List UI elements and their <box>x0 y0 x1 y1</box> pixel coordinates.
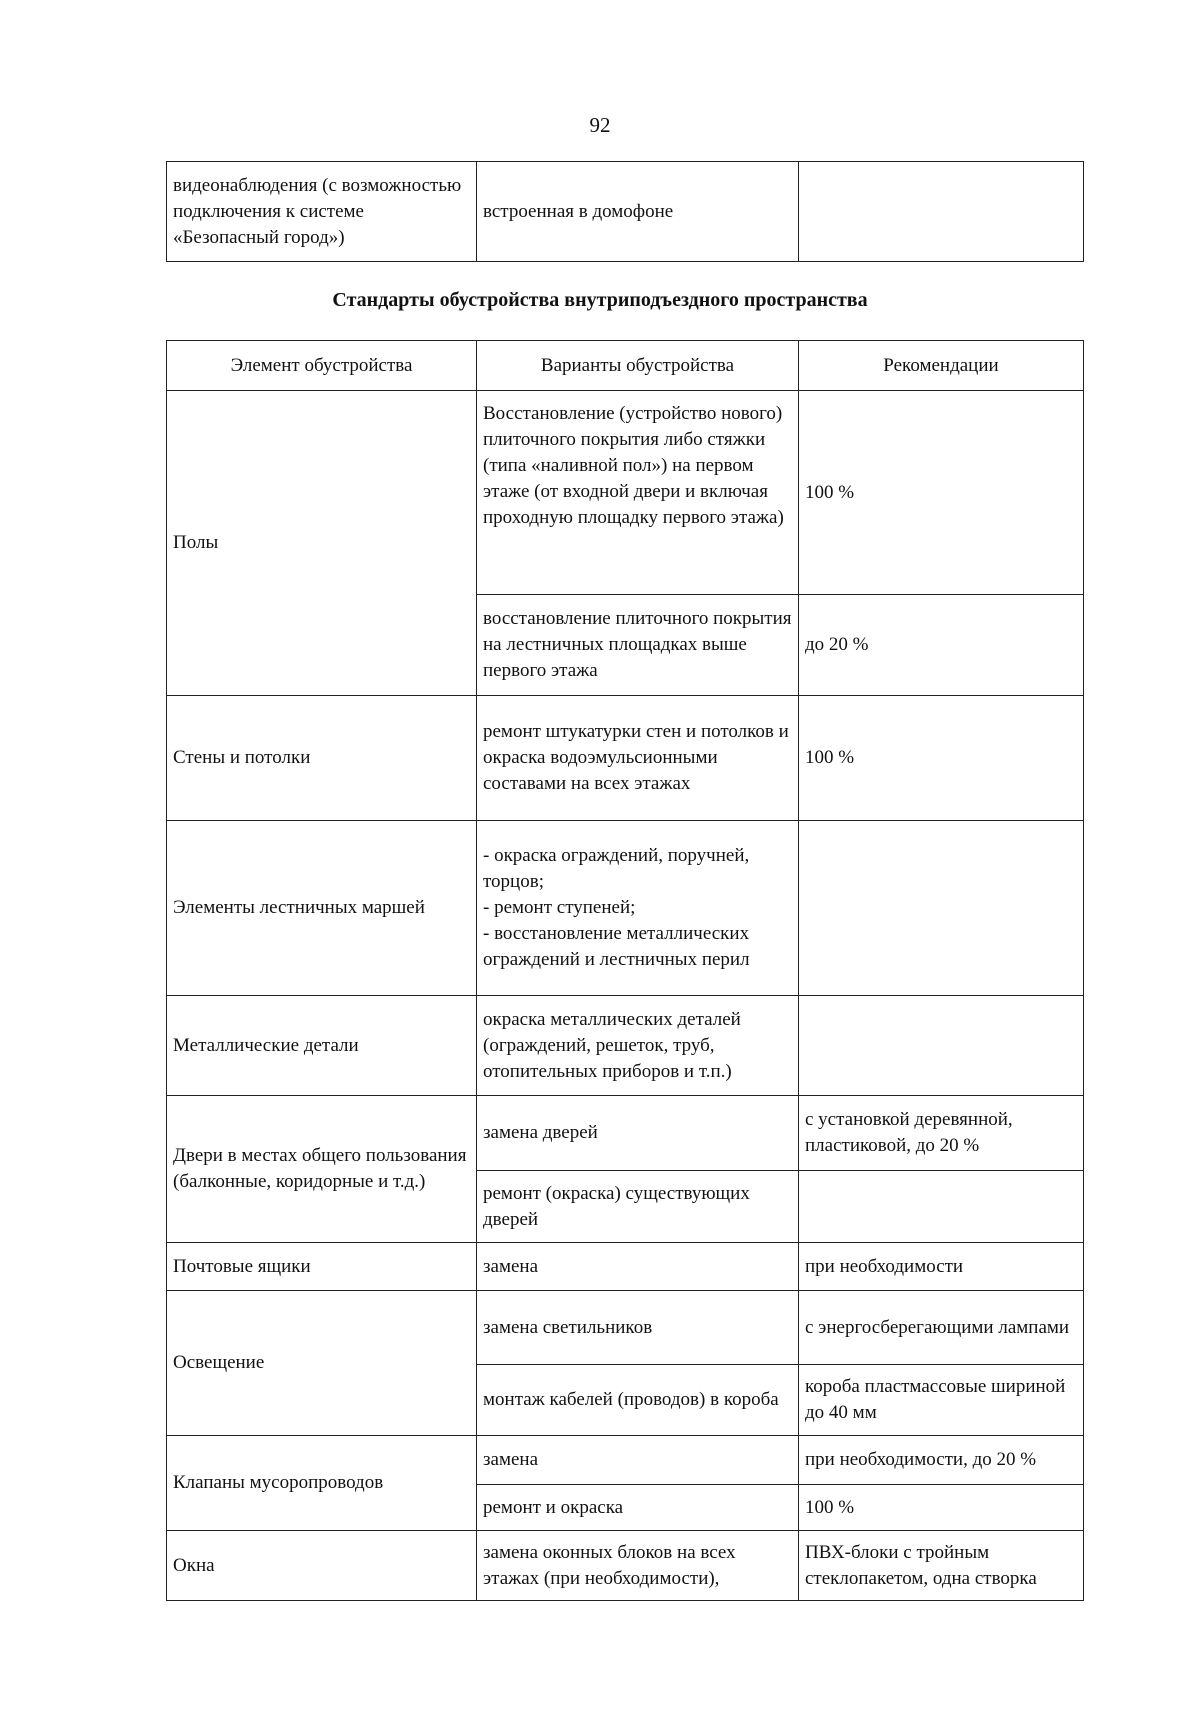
table-row <box>167 1531 1084 1601</box>
table-row <box>167 1291 1084 1365</box>
element-cell: Почтовые ящики <box>167 1243 477 1291</box>
recommendation-cell: 100 % <box>799 696 1084 821</box>
variant-cell: - окраска ограждений, поручней, торцов; - ремонт ступеней; - восстановление металлических ограждений и лестничных перил <box>477 821 799 996</box>
column-header: Варианты обустройства <box>477 341 799 391</box>
variant-cell: встроенная в домофоне <box>477 162 799 262</box>
table-row <box>167 696 1084 821</box>
standards-table <box>166 340 1084 1601</box>
recommendation-cell <box>799 162 1084 262</box>
recommendation-cell: при необходимости <box>799 1243 1084 1291</box>
variant-cell: замена <box>477 1243 799 1291</box>
section-title: Стандарты обустройства внутриподъездного пространства <box>332 289 868 311</box>
variant-cell: ремонт штукатурки стен и потолков и окраска водоэмульсионными составами на всех этажах <box>477 696 799 821</box>
table-row <box>167 391 1084 595</box>
recommendation-cell: 100 % <box>799 1485 1084 1531</box>
table-row <box>167 1436 1084 1485</box>
element-cell: Металлические детали <box>167 996 477 1096</box>
variant-cell: восстановление плиточного покрытия на лестничных площадках выше первого этажа <box>477 595 799 696</box>
table-header-row <box>167 341 1084 391</box>
element-cell: Клапаны мусоропроводов <box>167 1436 477 1531</box>
recommendation-cell: короба пластмассовые шириной до 40 мм <box>799 1365 1084 1436</box>
recommendation-cell <box>799 996 1084 1096</box>
recommendation-cell: до 20 % <box>799 595 1084 696</box>
variant-cell: замена <box>477 1436 799 1485</box>
variant-cell: ремонт (окраска) существующих дверей <box>477 1171 799 1243</box>
table-row <box>167 1243 1084 1291</box>
variant-cell: монтаж кабелей (проводов) в короба <box>477 1365 799 1436</box>
recommendation-cell <box>799 1171 1084 1243</box>
variant-cell: замена светильников <box>477 1291 799 1365</box>
recommendation-cell: с установкой деревянной, пластиковой, до 20 % <box>799 1096 1084 1171</box>
recommendation-cell: ПВХ-блоки с тройным стеклопакетом, одна створка <box>799 1531 1084 1601</box>
column-header: Элемент обустройства <box>167 341 477 391</box>
variant-cell: замена дверей <box>477 1096 799 1171</box>
recommendation-cell <box>799 821 1084 996</box>
element-cell: Элементы лестничных маршей <box>167 821 477 996</box>
table-row <box>167 996 1084 1096</box>
element-cell: видеонаблюдения (с возможностью подключения к системе «Безопасный город») <box>167 162 477 262</box>
variant-cell: окраска металлических деталей (ограждений, решеток, труб, отопительных приборов и т.п.) <box>477 996 799 1096</box>
continued-table <box>166 161 1084 262</box>
element-cell: Освещение <box>167 1291 477 1436</box>
table-row <box>167 821 1084 996</box>
recommendation-cell: при необходимости, до 20 % <box>799 1436 1084 1485</box>
element-cell: Стены и потолки <box>167 696 477 821</box>
table-row <box>167 162 1084 262</box>
element-cell: Полы <box>167 391 477 696</box>
variant-cell: замена оконных блоков на всех этажах (при необходимости), <box>477 1531 799 1601</box>
variant-cell: ремонт и окраска <box>477 1485 799 1531</box>
recommendation-cell: 100 % <box>799 391 1084 595</box>
recommendation-cell: с энергосберегающими лампами <box>799 1291 1084 1365</box>
element-cell: Окна <box>167 1531 477 1601</box>
element-cell: Двери в местах общего пользования (балконные, коридорные и т.д.) <box>167 1096 477 1243</box>
column-header: Рекомендации <box>799 341 1084 391</box>
page-number: 92 <box>589 113 611 137</box>
variant-cell: Восстановление (устройство нового) плиточного покрытия либо стяжки (типа «наливной пол») на первом этаже (от входной двери и включая проходную площадку первого этажа) <box>477 391 799 595</box>
table-row <box>167 1096 1084 1171</box>
